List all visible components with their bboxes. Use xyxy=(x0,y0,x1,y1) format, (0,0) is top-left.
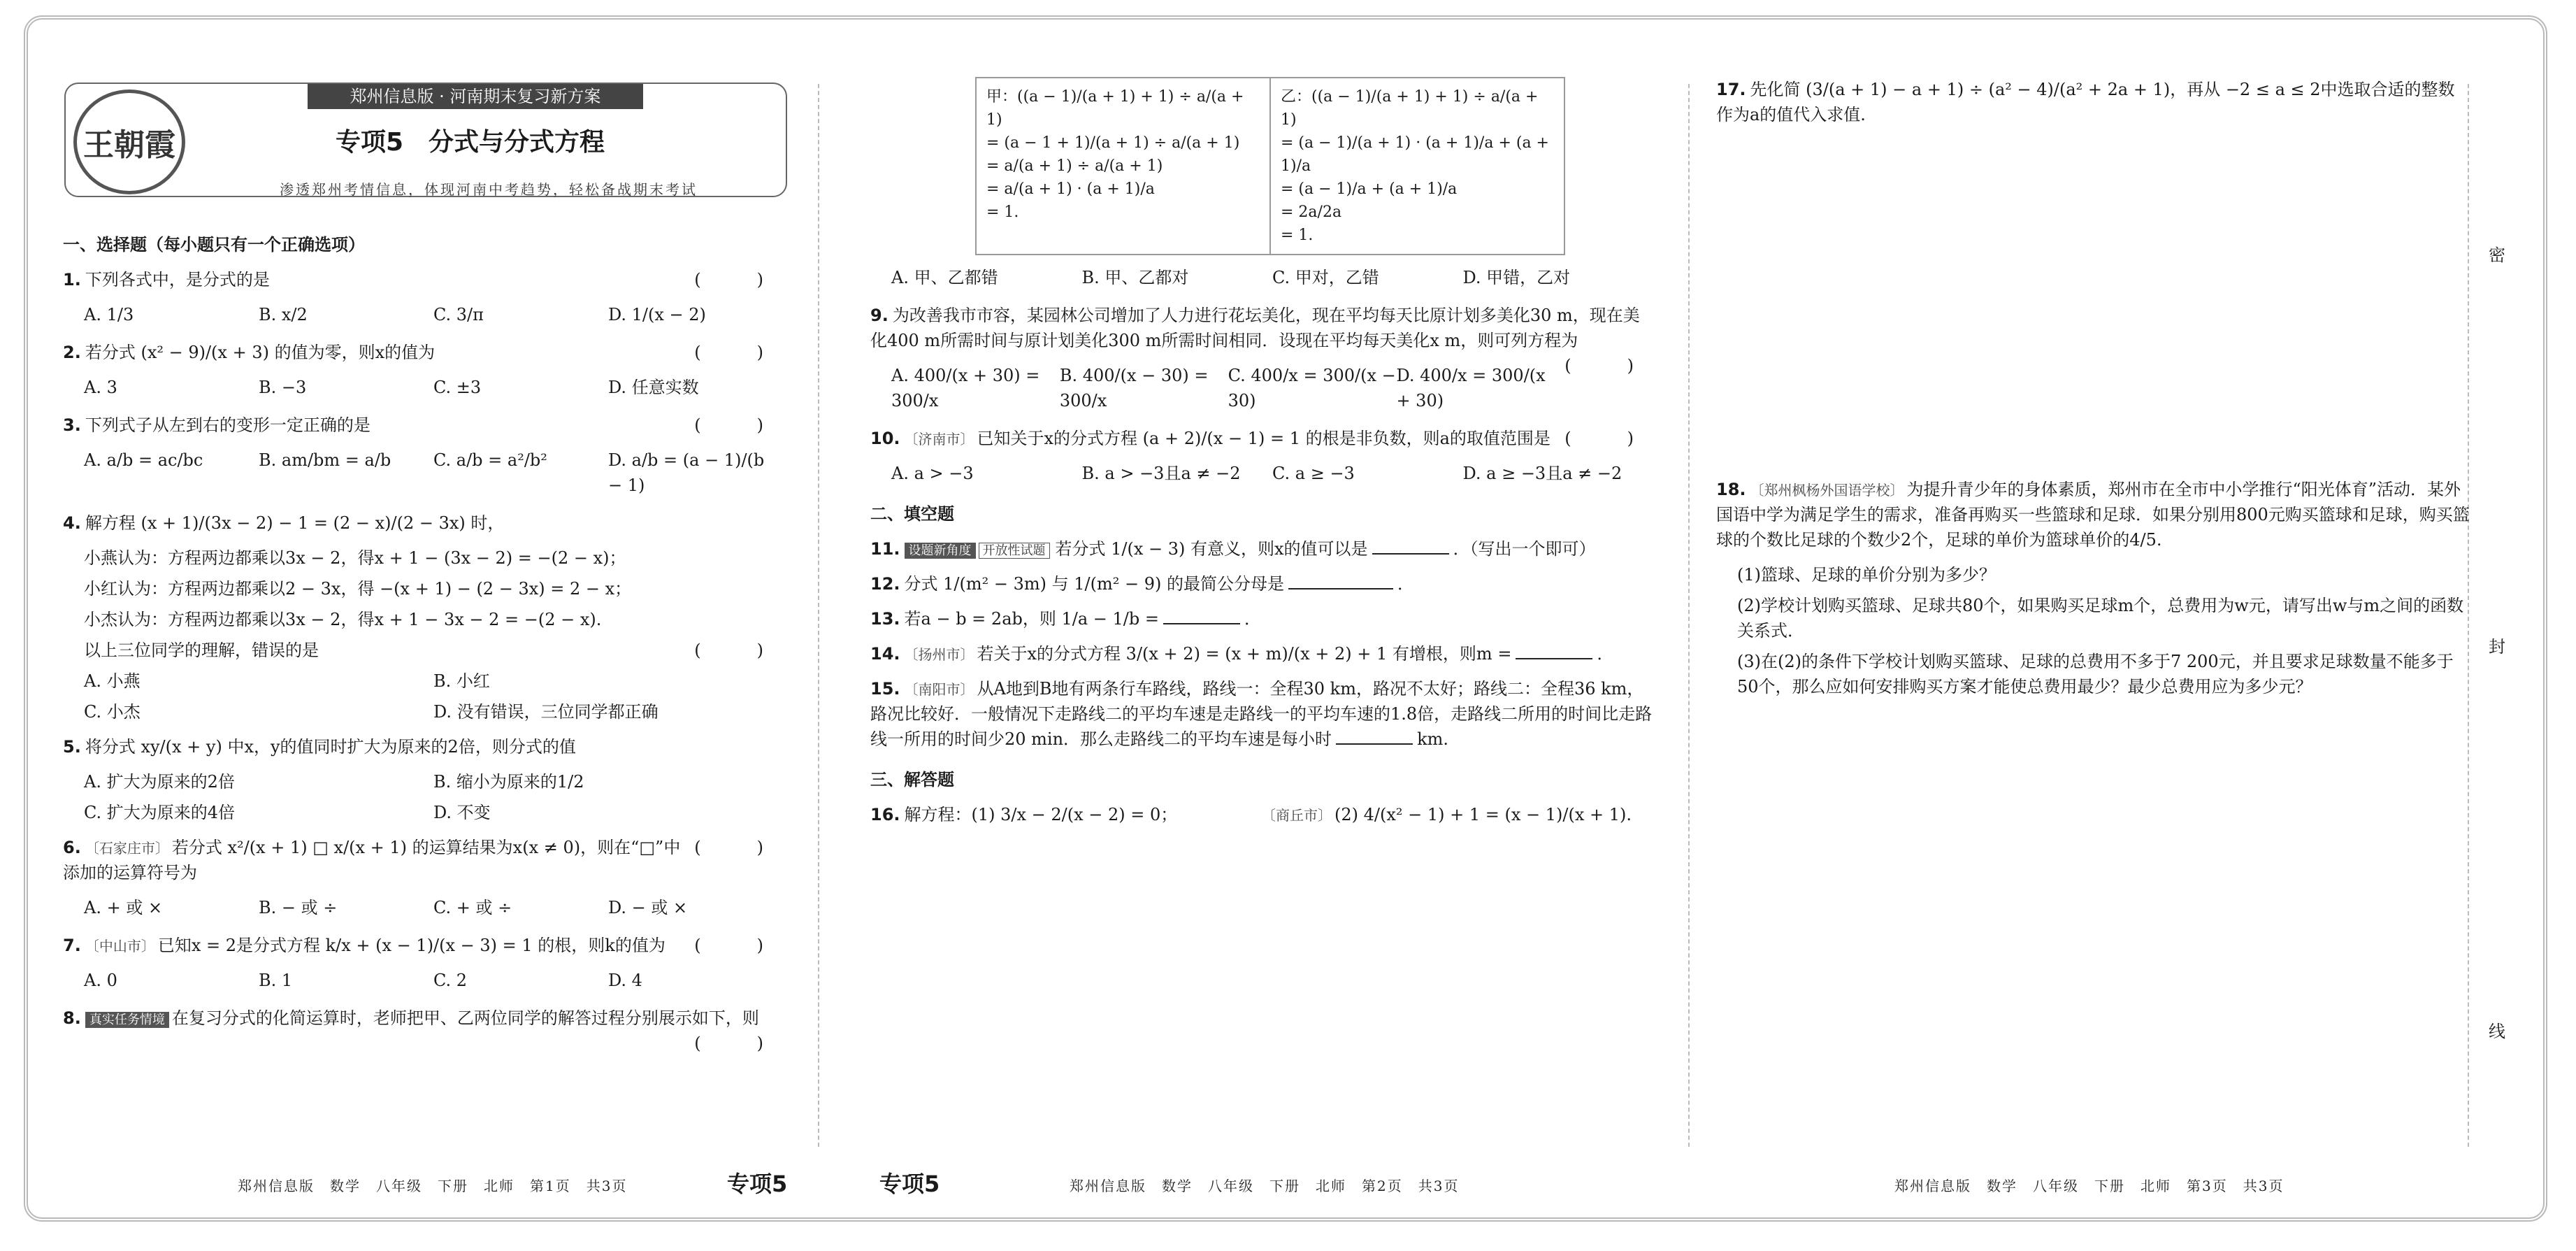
seal-char-feng: 封 xyxy=(2489,637,2505,657)
q18-part-3: (3)在(2)的条件下学校计划购买篮球、足球的总费用不多于7 200元，并且要求足球数量不能多于50个，那么应如何安排购买方案才能使总费用最少？最少总费用应为多少元？ xyxy=(1737,652,2454,696)
column-divider-2 xyxy=(1688,84,1690,1147)
question-12: 12. 分式 1/(m² − 3m) 与 1/(m² − 9) 的最简公分母是 ． xyxy=(870,574,1414,594)
question-5: 5. 将分式 xy/(x + y) 中x，y的值同时扩大为原来的2倍，则分式的值 xyxy=(63,737,576,757)
options-3: A. a/b = ac/bc B. am/bm = a/b C. a/b = a²/b² D. a/b = (a − 1)/(b − 1) xyxy=(84,450,765,495)
section-fill: 二、填空题 xyxy=(870,504,954,524)
question-17: 17. 先化简 (3/(a + 1) − a + 1) ÷ (a² − 4)/(a² + 2a + 1)，再从 −2 ≤ a ≤ 2中选取合适的整数作为a的值代入求值. xyxy=(1716,80,2455,124)
column-2 xyxy=(870,77,1653,837)
seal-char-xian: 线 xyxy=(2489,1022,2505,1041)
options-9: A. 400/(x + 30) = 300/x B. 400/(x − 30) = 300/x C. 400/x = 300/(x − 30) D. 400/x = 300/(x + 30) xyxy=(891,366,1546,410)
question-9: 9. 为改善我市市容，某园林公司增加了人力进行花坛美化，现在平均每天比原计划多美化30 m，现在美化400 m所需时间与原计划美化300 m所需时间相同．设现在平均每天美化x m，则可列方程为 ( ) xyxy=(870,306,1653,376)
footer-page-1: 郑州信息版 数学 八年级 下册 北师 第1页 共3页 xyxy=(238,1178,628,1194)
options-4: A. 小燕 B. 小红 C. 小杰 D. 没有错误，三位同学都正确 xyxy=(84,671,659,722)
options-7: A. 0 B. 1 C. 2 D. 4 xyxy=(84,971,642,990)
options-1: A. 1/3 B. x/2 C. 3/π D. 1/(x − 2) xyxy=(84,305,706,324)
slogan: 渗透郑州考情信息，体现河南中考趋势，轻松备战期末考试 xyxy=(280,181,698,198)
options-5: A. 扩大为原来的2倍 B. 缩小为原来的1/2 C. 扩大为原来的4倍 D. 不变 xyxy=(84,772,584,822)
q4-line-2: 小红认为：方程两边都乘以2 − 3x，得 −(x + 1) − (2 − 3x) = 2 − x； xyxy=(84,579,632,599)
question-7: ( ) 7. 〔中山市〕 已知x = 2是分式方程 k/x + (x − 1)/(x − 3) = 1 的根，则k的值为 xyxy=(63,936,783,955)
question-6: ( ) 6. 〔石家庄市〕 若分式 x²/(x + 1) □ x/(x + 1) 的运算结果为x(x ≠ 0)，则在“□”中添加的运算符号为 xyxy=(63,838,783,882)
seal-char-mi: 密 xyxy=(2489,245,2505,265)
answer-blank[interactable] xyxy=(1336,743,1413,745)
question-4: 4. 解方程 (x + 1)/(3x − 2) − 1 = (2 − x)/(2 − 3x) 时， xyxy=(63,513,505,533)
question-1: ( ) 1. 下列各式中，是分式的是 xyxy=(63,270,783,289)
brand-logo: 王朝霞 xyxy=(73,90,185,194)
options-10: A. a > −3 B. a > −3且a ≠ −2 C. a ≥ −3 D. a ≥ −3且a ≠ −2 xyxy=(891,464,1622,483)
question-16: 16. 解方程：(1) 3/x − 2/(x − 2) = 0； 〔商丘市〕 (2) 4/(x² − 1) + 1 = (x − 1)/(x + 1). xyxy=(870,805,1632,824)
footer-page-3: 郑州信息版 数学 八年级 下册 北师 第3页 共3页 xyxy=(1894,1178,2284,1194)
column-1 xyxy=(63,217,783,1056)
solution-yi: 乙：((a − 1)/(a + 1) + 1) ÷ a/(a + 1) = (a − 1)/(a + 1) · (a + 1)/a + (a + 1)/a = (a − 1)/a + (a + 1)/a = 2a/2a = 1. xyxy=(1269,78,1564,254)
footer-topic-2: 专项5 xyxy=(879,1171,940,1197)
page-title: 专项5 分式与分式方程 xyxy=(336,128,605,157)
question-10: ( ) 10. 〔济南市〕 已知关于x的分式方程 (a + 2)/(x − 1) = 1 的根是非负数，则a的取值范围是 xyxy=(870,429,1653,448)
answer-blank[interactable] xyxy=(1372,553,1449,555)
q4-line-4: ( ) 以上三位同学的理解，错误的是 xyxy=(84,641,783,660)
question-3: ( ) 3. 下列式子从左到右的变形一定正确的是 xyxy=(63,415,783,435)
options-2: A. 3 B. −3 C. ±3 D. 任意实数 xyxy=(84,378,699,397)
answer-blank[interactable] xyxy=(1516,658,1592,659)
column-divider-1 xyxy=(818,84,819,1147)
options-6: A. + 或 × B. − 或 ÷ C. + 或 ÷ D. − 或 × xyxy=(84,898,688,917)
question-2: ( ) 2. 若分式 (x² − 9)/(x + 3) 的值为零，则x的值为 xyxy=(63,343,783,362)
section-choice: 一、选择题（每小题只有一个正确选项） xyxy=(63,235,365,255)
q4-line-1: 小燕认为：方程两边都乘以3x − 2，得x + 1 − (3x − 2) = −(2 − x)； xyxy=(84,548,626,568)
section-answer: 三、解答题 xyxy=(870,770,954,789)
question-13: 13. 若a − b = 2ab，则 1/a − 1/b = ． xyxy=(870,609,1261,629)
q8-solution-box xyxy=(975,77,1565,255)
question-11: 11. 设题新角度 开放性试题 若分式 1/(x − 3) 有意义，则x的值可以是 ．（写出一个即可） xyxy=(870,539,1596,559)
footer-topic-1: 专项5 xyxy=(727,1171,788,1197)
options-8: A. 甲、乙都错 B. 甲、乙都对 C. 甲对，乙错 D. 甲错，乙对 xyxy=(891,268,1571,287)
header-banner: 郑州信息版 · 河南期末复习新方案 xyxy=(308,84,643,109)
question-15: 15. 〔南阳市〕 从A地到B地有两条行车路线，路线一：全程30 km，路况不太好；路线二：全程36 km，路况比较好．一般情况下走路线二的平均车速是走路线一的平均车速的1.8倍，走路线二所用的时间比走路线一所用的时间少20 min．那么走路线二的平均车速是每小时 km. xyxy=(870,679,1653,749)
answer-blank[interactable] xyxy=(1163,623,1240,624)
answer-blank[interactable] xyxy=(1288,588,1393,589)
solution-jia: 甲：((a − 1)/(a + 1) + 1) ÷ a/(a + 1) = (a − 1 + 1)/(a + 1) ÷ a/(a + 1) = a/(a + 1) ÷ a/(a + 1) = a/(a + 1) · (a + 1)/a = 1. xyxy=(986,88,1244,221)
q4-line-3: 小杰认为：方程两边都乘以3x − 2，得x + 1 − 3x − 2 = −(2 − x). xyxy=(84,610,602,629)
q18-part-2: (2)学校计划购买篮球、足球共80个，如果购买足球m个，总费用为w元，请写出w与m之间的函数关系式． xyxy=(1737,596,2464,641)
question-18: 18. 〔郑州枫杨外国语学校〕 为提升青少年的身体素质，郑州市在全市中小学推行“阳光体育”活动．某外国语中学为满足学生的需求，准备再购买一些篮球和足球．如果分别用800元购买篮球和足球，购买篮球的个数比足球的个数少2个，足球的单价为篮球单价的4/5. xyxy=(1716,480,2470,550)
footer-page-2: 郑州信息版 数学 八年级 下册 北师 第2页 共3页 xyxy=(1070,1178,1460,1194)
question-8: 8. 真实任务情境 在复习分式的化简运算时，老师把甲、乙两位同学的解答过程分别展示如下，则 ( ) xyxy=(63,1008,783,1053)
q18-part-1: (1)篮球、足球的单价分别为多少？ xyxy=(1737,565,1996,585)
column-3 xyxy=(1716,77,2471,705)
question-14: 14. 〔扬州市〕 若关于x的分式方程 3/(x + 2) = (x + m)/(x + 2) + 1 有增根，则m = ． xyxy=(870,644,1614,664)
